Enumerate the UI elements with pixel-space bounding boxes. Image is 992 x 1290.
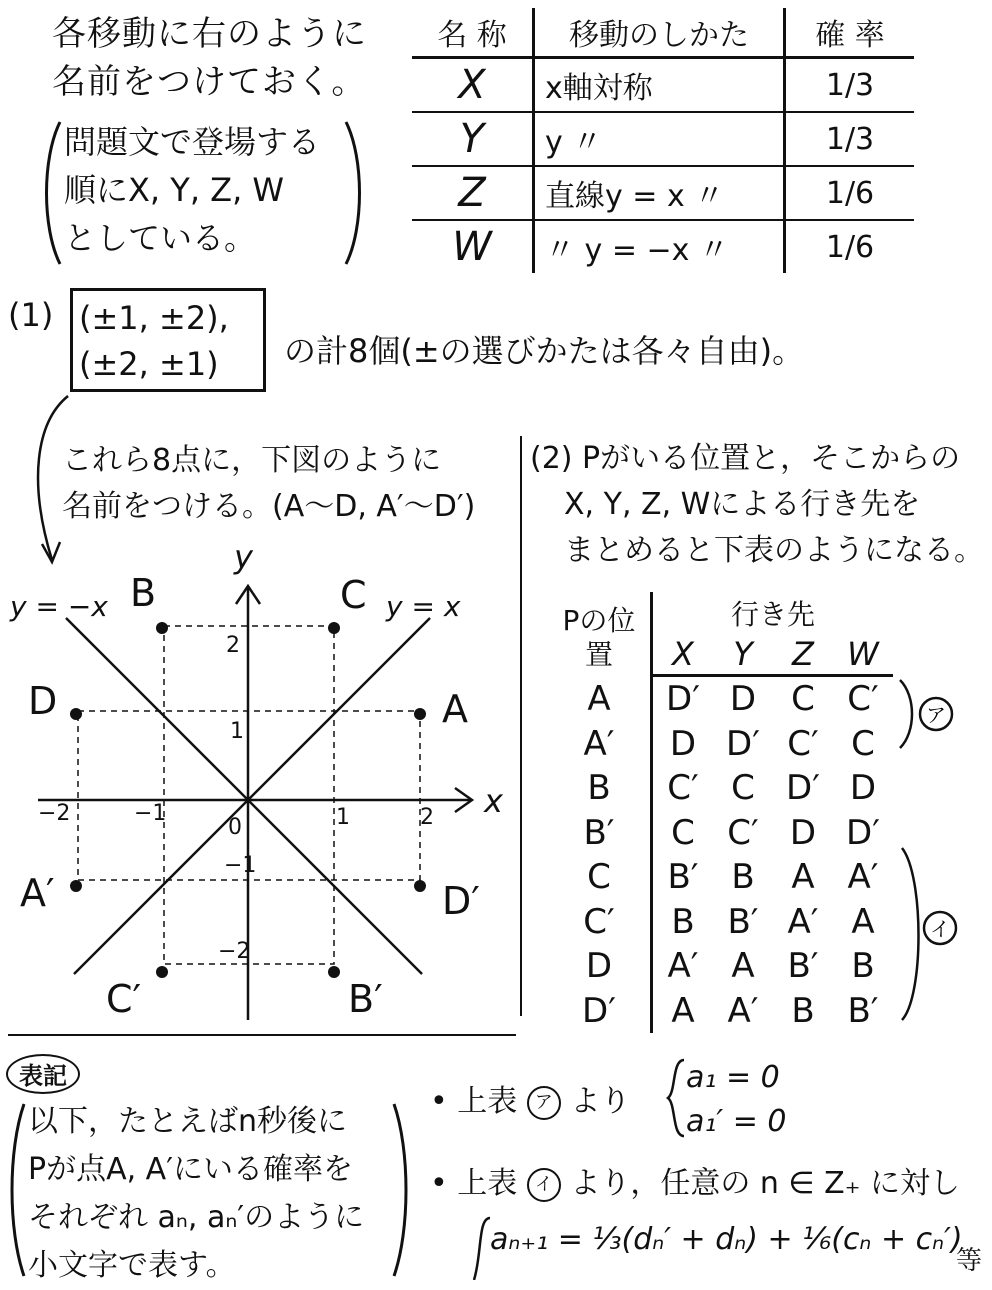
y-axis-label: y [234,538,253,576]
move-name: Y [412,112,534,166]
intro-note-line: 問題文で登場する [64,123,321,161]
dest-cell: B [791,990,815,1031]
dest-header-destinations: 行き先 [730,598,815,631]
horizontal-divider [8,1034,516,1036]
dest-cell: C′ [727,812,759,853]
move-desc: 直線y = x 〃 [534,166,785,220]
graph-point [328,622,340,634]
q2-line-1: (2) Pがいる位置と，そこからの [530,441,961,476]
dest-cell: B′ [727,901,759,942]
move-prob: 1/6 [785,166,915,220]
dest-cell: C [851,723,875,764]
dest-cell: D [729,679,757,720]
dest-cell: B′ [847,990,879,1031]
dest-cell: C [791,679,815,720]
question-2-text [530,436,984,574]
dest-cell: A′ [667,946,699,987]
table-row [548,855,893,900]
table-row [548,944,893,989]
graph-point [70,880,82,892]
dest-cell: A′ [787,901,819,942]
table-row [548,722,893,767]
dest-cell: A [671,990,695,1031]
dest-position: B [548,766,652,811]
tick-label-y: 2 [226,633,240,658]
dest-cell: D′ [846,812,880,853]
dest-col-z: Z [773,634,833,676]
move-desc: y 〃 [534,112,785,166]
dest-cell: C′ [847,679,879,720]
dest-cell: C′ [787,723,819,764]
movement-table [412,8,914,273]
naming-text [62,438,475,530]
graph-point [70,708,82,720]
question-1-label: (1) [8,296,54,334]
table-row [412,112,914,166]
move-name: X [412,58,534,113]
dest-cell: D [789,812,817,853]
dest-col-x: X [652,634,714,676]
graph-point [156,966,168,978]
conclusion-1-pre: 上表 [457,1084,518,1119]
graph-point-label: D [28,679,58,723]
tick-label-x: −2 [38,801,71,826]
group-brackets [894,676,990,1026]
tick-label-x: 1 [336,805,350,830]
line-y-eq-neg-x-label: y = −x [10,590,108,623]
graph-point-label: B′ [348,977,383,1021]
brace-icon [664,1058,688,1138]
header-prob: 確 率 [785,8,915,58]
coordinate-graph [0,530,518,1030]
dest-position: A [548,676,652,722]
conclusion-2-post: より，任意の n ∈ Z₊ に対し [570,1166,961,1201]
dest-cell: A [731,946,755,987]
header-move: 移動のしかた [534,8,785,58]
move-name: W [452,224,492,270]
notation-line: Pが点A, A′にいる確率を [28,1152,354,1187]
tick-label-x: 2 [420,805,434,830]
dest-position: C′ [548,900,652,945]
dest-col-w: W [833,634,893,676]
conclusion-1-post: より [570,1084,631,1119]
graph-point [414,708,426,720]
move-desc: x軸対称 [534,58,785,113]
dest-cell: D′ [786,768,820,809]
naming-line-1: これら8点に，下図のように [62,443,442,478]
table-row [548,989,893,1034]
notation-line: それぞれ aₙ, aₙ′のように [28,1200,365,1235]
intro-note-line: 順にX, Y, Z, W [64,171,285,209]
naming-line-2: 名前をつける。(A〜D, A′〜D′) [62,489,476,524]
table-row [548,811,893,856]
x-axis-label: x [484,782,503,820]
dest-cell: A′ [847,857,879,898]
conclusion-1 [430,1076,630,1120]
initial-values [686,1056,787,1144]
table-row [548,766,893,811]
graph-point-label: A′ [20,871,55,915]
q2-line-3: まとめると下表のようになる。 [564,533,984,568]
dest-position: D′ [548,989,652,1034]
graph-point-label: C′ [106,977,142,1021]
group-b-ref: イ [527,1168,561,1202]
line-y-eq-x [74,618,430,974]
intro-line-2: 名前をつけておく。 [52,62,367,102]
header-name: 名 称 [412,8,534,58]
dest-cell: C [731,768,755,809]
origin-label: 0 [228,815,242,840]
intro-line-1: 各移動に右のように [52,14,367,54]
table-row [412,166,914,220]
q2-line-2: X, Y, Z, Wによる行き先を [564,487,921,522]
dest-cell: C [671,812,695,853]
dest-position: B′ [548,811,652,856]
intro-text [52,10,367,106]
dest-col-y: Y [713,634,773,676]
dest-cell: D [849,768,877,809]
conclusion-2-pre: 上表 [457,1166,518,1201]
table-row [548,900,893,945]
graph-point [328,966,340,978]
dest-cell: B′ [667,857,699,898]
dest-position: C [548,855,652,900]
dest-cell: B [671,901,695,942]
answer-line-2: (±2, ±1) [79,345,219,383]
notation-text [28,1098,364,1290]
notation-line: 小文字で表す。 [28,1248,236,1283]
table-row [412,220,914,273]
intro-note [64,118,320,262]
dest-position: A′ [548,722,652,767]
move-prob: 1/3 [785,58,915,113]
graph-point [414,880,426,892]
bullet-icon: • [430,1084,448,1119]
dest-cell: D′ [726,723,760,764]
group-b-label: イ [930,917,950,941]
tick-label-y: 1 [230,719,244,744]
graph-point-label: A [442,687,468,731]
intro-note-line: としている。 [64,219,257,257]
dest-cell: B [731,857,755,898]
notation-badge: 表記 [6,1054,80,1094]
tick-label-y: −1 [224,853,257,878]
dest-cell: A′ [727,990,759,1031]
group-a-label: ア [926,703,946,727]
move-name: Z [412,166,534,220]
dest-position: D [548,944,652,989]
dest-cell: B′ [787,946,819,987]
vertical-divider [520,436,522,1016]
eq-a1: a₁ = 0 [686,1060,780,1095]
graph-point-label: C [340,573,367,617]
tick-label-x: −1 [134,801,167,826]
graph-point-label: D′ [442,879,480,923]
tick-label-y: −2 [218,939,251,964]
dest-cell: D [669,723,697,764]
destination-table [548,592,893,1033]
eq-a1-prime: a₁′ = 0 [686,1104,787,1139]
dest-cell: A [791,857,815,898]
group-a-ref: ア [527,1086,561,1120]
answer-line-1: (±1, ±2), [79,299,229,337]
dest-cell: B [851,946,875,987]
move-desc: 〃 y = −x 〃 [534,220,785,273]
conclusion-2 [430,1158,960,1202]
dest-header-position: Pの位置 [548,592,652,676]
bullet-icon: • [430,1166,448,1201]
recurrence-equation: aₙ₊₁ = ⅓(dₙ′ + dₙ) + ⅙(cₙ + cₙ′) [490,1222,963,1257]
dest-cell: D′ [666,679,700,720]
graph-point-label: B [130,571,157,615]
table-row [548,676,893,722]
notation-line: 以下，たとえばn秒後に [28,1104,348,1139]
answer-box [70,288,266,392]
movement-table-header [412,8,914,58]
side-note-char: 等 [956,1246,983,1276]
move-prob: 1/6 [825,229,875,265]
line-y-eq-x-label: y = x [386,590,461,623]
line-y-eq-neg-x [66,618,422,974]
dest-cell: C′ [667,768,699,809]
table-row [412,58,914,113]
move-prob: 1/3 [785,112,915,166]
dest-cell: A [851,901,875,942]
question-1-text: の計8個(±の選びかたは各々自由)。 [284,332,805,370]
graph-point [156,622,168,634]
